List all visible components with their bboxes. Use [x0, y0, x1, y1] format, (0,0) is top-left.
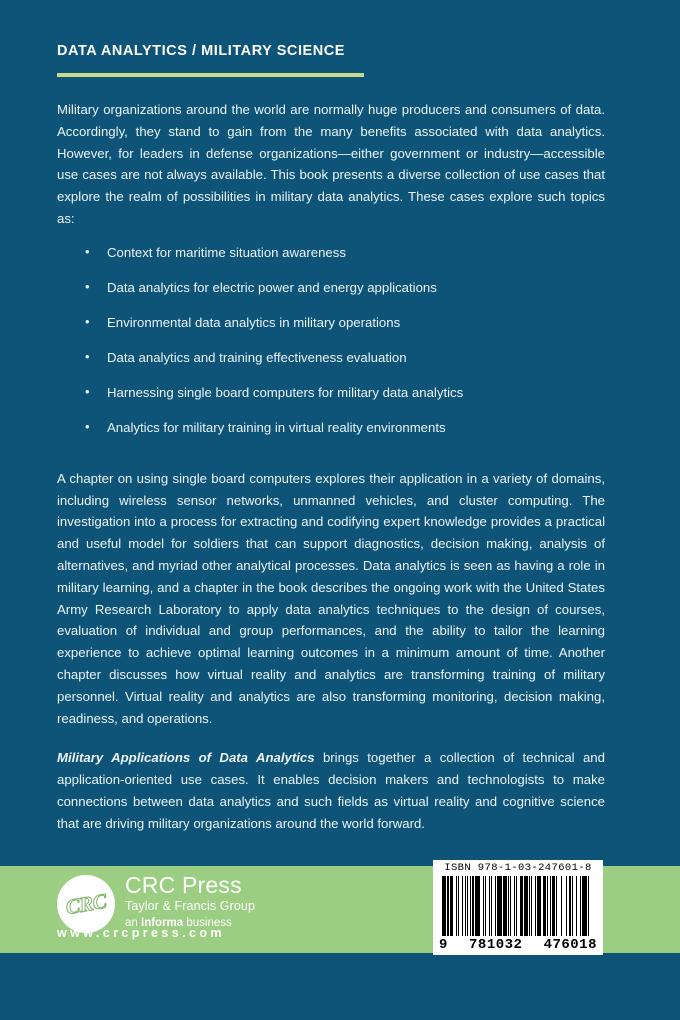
barcode-digit-group-1: 781032 [469, 937, 523, 953]
barcode-digit-left: 9 [439, 937, 448, 953]
book-title: Military Applications of Data Analytics [57, 750, 315, 766]
publisher-website[interactable]: www.crcpress.com [57, 926, 225, 940]
barcode-digit-group-2: 476018 [543, 937, 597, 953]
list-item: • Data analytics for electric power and energy applications [107, 279, 605, 314]
crc-roundel-icon [57, 875, 115, 933]
list-item: • Context for maritime situation awareness [107, 244, 605, 279]
topics-list [57, 244, 605, 454]
isbn-label: ISBN 978-1-03-247601-8 [444, 862, 592, 874]
barcode-bars [442, 876, 594, 936]
publisher-group: Taylor & Francis Group [125, 899, 256, 913]
tagline-brand: Informa [141, 917, 184, 929]
barcode-digits [433, 937, 603, 953]
blurb-paragraph-3 [57, 747, 605, 834]
publisher-logo [57, 872, 387, 952]
list-item: • Environmental data analytics in military operations [107, 314, 605, 349]
tagline-prefix: an [125, 917, 141, 929]
blurb-paragraph-3-rest: brings together a collection of technical and application-oriented use cases. It enables decision makers and technologists to make connections between data analytics and such fields as virtual reality and cognitive science that are driving military organizations around the world forward. [57, 750, 605, 831]
blurb-body [57, 99, 605, 835]
blurb-paragraph-1: Military organizations around the world are normally huge producers and consumers of data. Accordingly, they stand to gain from the many benefits associated with data analytics. However, for leaders in defense organizations—either government or industry—accessible use cases are not always available. This book presents a diverse collection of use cases that explore the realm of possibilities in military data analytics. These cases explore such topics as: [57, 102, 605, 226]
crc-monogram: CRC [63, 888, 108, 919]
publisher-name: CRC Press [125, 872, 242, 898]
isbn-barcode [433, 860, 603, 955]
publisher-wordmark [125, 872, 255, 931]
title-divider-rule [57, 73, 364, 77]
blurb-paragraph-2: A chapter on using single board computers explores their application in a variety of domains, including wireless sensor networks, unmanned vehicles, and cluster computing. The investigation into a process for extracting and codifying expert knowledge provides a practical and useful model for soldiers that can support diagnostics, decision making, analysis of alternatives, and myriad other analytical processes. Data analytics is seen as having a role in military learning, and a chapter in the book describes the ongoing work with the United States Army Research Laboratory to apply data analytics techniques to the design of courses, evaluation of individual and group performances, and the ability to tailor the learning experience to achieve optimal learning outcomes in a minimum amount of time. Another chapter discusses how virtual reality and analytics are transforming training of military personnel. Virtual reality and analytics are also transforming monitoring, decision making, readiness, and operations. [57, 470, 605, 726]
list-item: • Analytics for military training in virtual reality environments [107, 419, 605, 454]
list-item: • Harnessing single board computers for military data analytics [107, 384, 605, 419]
tagline-suffix: business [183, 917, 232, 929]
page-title: DATA ANALYTICS / MILITARY SCIENCE [57, 43, 346, 59]
list-item: • Data analytics and training effectiveness evaluation [107, 349, 605, 384]
